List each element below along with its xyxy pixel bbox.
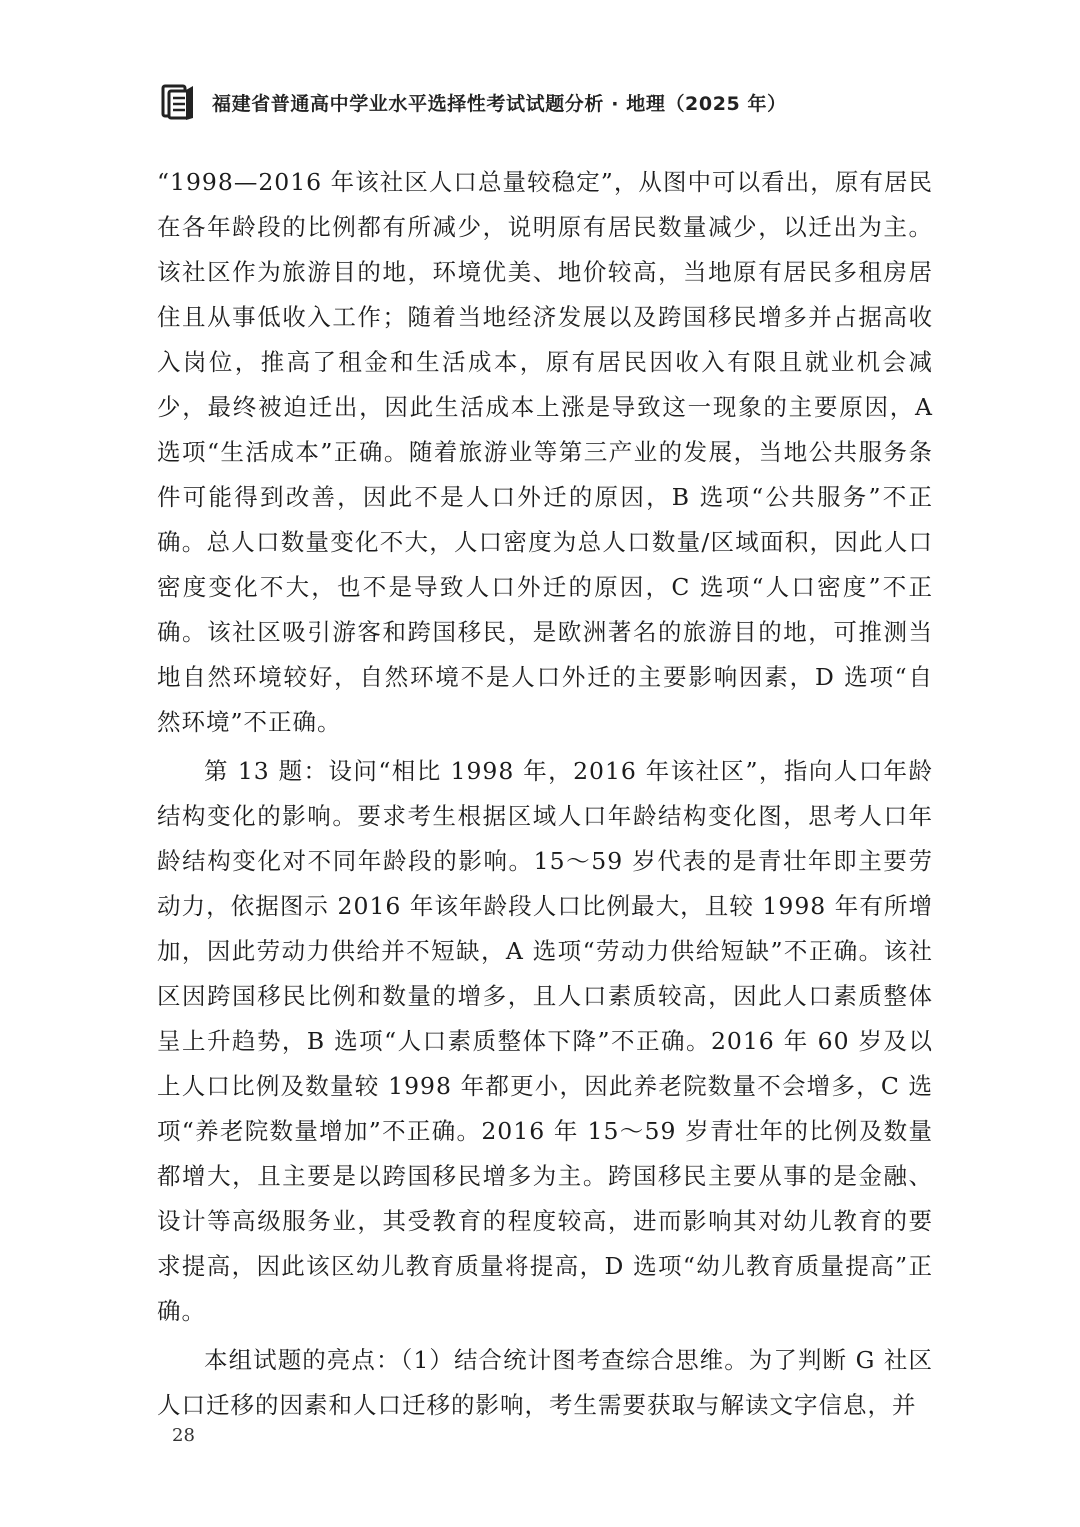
page-header (160, 78, 940, 126)
paragraph-highlights: 本组试题的亮点：（1）结合统计图考查综合思维。为了判断 G 社区人口迁移的因素和人口迁移的影响，考生需要获取与解读文字信息，并 (157, 1346, 933, 1419)
page-body (157, 160, 933, 1428)
page-number: 28 (172, 1425, 195, 1446)
paragraph-question-12-analysis: “1998—2016 年该社区人口总量较稳定”，从图中可以看出，原有居民在各年龄段的比例都有所减少，说明原有居民数量减少，以迁出为主。该社区作为旅游目的地，环境优美、地价较高，当地原有居民多租房居住且从事低收入工作；随着当地经济发展以及跨国移民增多并占据高收入岗位，推高了租金和生活成本，原有居民因收入有限且就业机会减少，最终被迫迁出，因此生活成本上涨是导致这一现象的主要原因，A 选项“生活成本”正确。随着旅游业等第三产业的发展，当地公共服务条件可能得到改善，因此不是人口外迁的原因，B 选项“公共服务”不正确。总人口数量变化不大，人口密度为总人口数量/区域面积，因此人口密度变化不大，也不是导致人口外迁的原因，C 选项“人口密度”不正确。该社区吸引游客和跨国移民，是欧洲著名的旅游目的地，可推测当地自然环境较好，自然环境不是人口外迁的主要影响因素，D 选项“自然环境”不正确。 (157, 168, 933, 736)
header-title: 福建省普通高中学业水平选择性考试试题分析 · 地理（2025 年） (212, 92, 787, 115)
paragraph-question-13-analysis: 第 13 题：设问“相比 1998 年，2016 年该社区”，指向人口年龄结构变化的影响。要求考生根据区域人口年龄结构变化图，思考人口年龄结构变化对不同年龄段的影响。15～59 岁代表的是青壮年即主要劳动力，依据图示 2016 年该年龄段人口比例最大，且较 1998 年有所增加，因此劳动力供给并不短缺，A 选项“劳动力供给短缺”不正确。该社区因跨国移民比例和数量的增多，且人口素质较高，因此人口素质整体呈上升趋势，B 选项“人口素质整体下降”不正确。2016 年 60 岁及以上人口比例及数量较 1998 年都更小，因此养老院数量不会增多，C 选项“养老院数量增加”不正确。2016 年 15～59 岁青壮年的比例及数量都增大，且主要是以跨国移民增多为主。跨国移民主要从事的是金融、设计等高级服务业，其受教育的程度较高，进而影响其对幼儿教育的要求提高，因此该区幼儿教育质量将提高，D 选项“幼儿教育质量提高”正确。 (157, 757, 933, 1325)
book-stack-icon (160, 82, 196, 122)
